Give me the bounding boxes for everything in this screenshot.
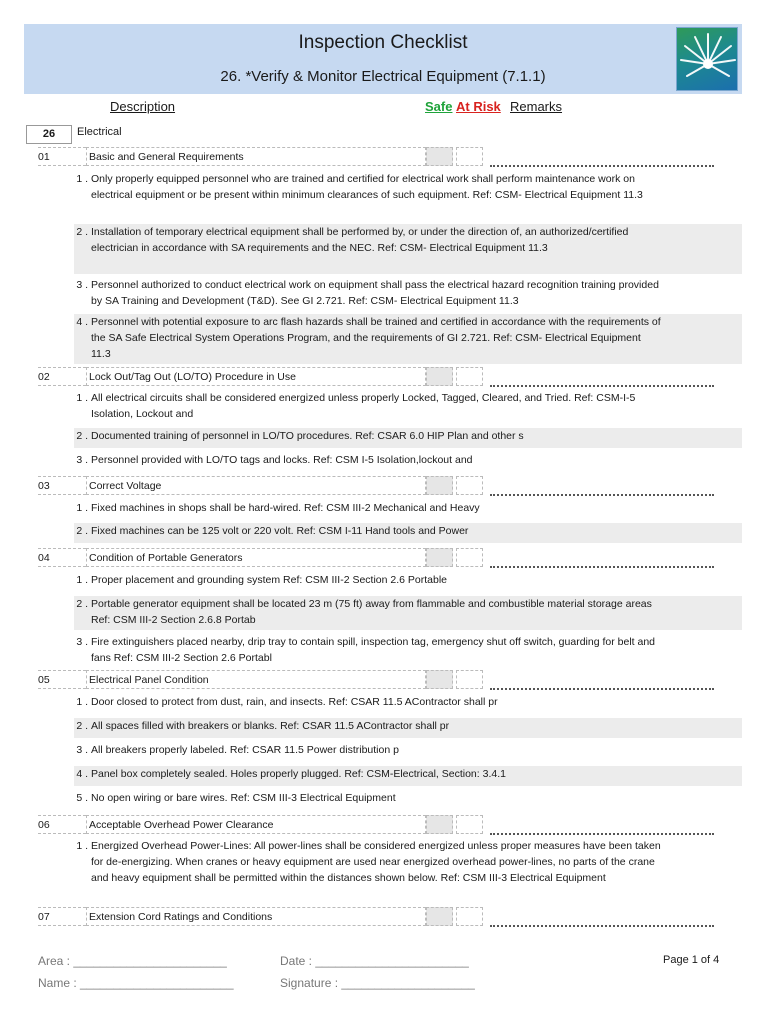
checklist-item	[74, 428, 742, 448]
column-safe: Safe	[425, 99, 453, 114]
area-field[interactable]: Area : _______________________	[38, 954, 227, 968]
item-number: 1 .	[76, 502, 88, 514]
checklist-item	[74, 452, 742, 472]
at-risk-checkbox[interactable]	[456, 147, 483, 166]
remarks-field[interactable]	[490, 385, 714, 387]
section-number: 07	[38, 907, 86, 926]
section-number: 04	[38, 548, 86, 567]
section-number: 06	[38, 815, 86, 834]
page-number: Page 1 of 4	[663, 954, 720, 966]
checklist-item	[74, 634, 742, 668]
remarks-field[interactable]	[490, 688, 714, 690]
checklist-item	[74, 790, 742, 810]
at-risk-checkbox[interactable]	[456, 815, 483, 834]
section-title: Condition of Portable Generators	[86, 548, 426, 567]
item-text: Fixed machines can be 125 volt or 220 volt. Ref: CSM I-11 Hand tools and Power	[91, 525, 469, 537]
item-text: All spaces filled with breakers or blanks. Ref: CSAR 11.5 AContractor shall pr	[91, 720, 450, 732]
safe-checkbox[interactable]	[426, 548, 453, 567]
at-risk-checkbox[interactable]	[456, 367, 483, 386]
item-number: 2 .	[76, 226, 88, 238]
checklist-item	[74, 766, 742, 786]
at-risk-checkbox[interactable]	[456, 670, 483, 689]
item-text: Personnel authorized to conduct electrical work on equipment shall pass the electrical hazard recognition training provided by SA Training and Development (T&D). See GI 2.721. Ref: CSM- Electrical Equipment 11.3	[91, 279, 659, 307]
checklist-item	[74, 596, 742, 630]
item-number: 1 .	[76, 392, 88, 404]
item-number: 3 .	[76, 636, 88, 648]
item-text: Proper placement and grounding system Ref: CSM III-2 Section 2.6 Portable	[91, 574, 448, 586]
section-number: 01	[38, 147, 86, 166]
section-title: Correct Voltage	[86, 476, 426, 495]
item-number: 1 .	[76, 574, 88, 586]
safe-checkbox[interactable]	[426, 147, 453, 166]
section-number: 05	[38, 670, 86, 689]
date-field[interactable]: Date : _______________________	[280, 954, 469, 968]
column-remarks: Remarks	[510, 99, 563, 114]
safe-checkbox[interactable]	[426, 815, 453, 834]
item-text: Fixed machines in shops shall be hard-wired. Ref: CSM III-2 Mechanical and Heavy	[91, 502, 480, 514]
item-number: 3 .	[76, 744, 88, 756]
page-subtitle: 26. *Verify & Monitor Electrical Equipment (7.1.1)	[220, 68, 546, 85]
checklist-item	[74, 224, 742, 274]
at-risk-checkbox[interactable]	[456, 907, 483, 926]
item-text: Panel box completely sealed. Holes properly plugged. Ref: CSM-Electrical, Section: 3.4.1	[91, 768, 506, 780]
item-number: 4 .	[76, 316, 88, 328]
item-text: Documented training of personnel in LO/TO procedures. Ref: CSAR 6.0 HIP Plan and other s	[91, 430, 524, 442]
safe-checkbox[interactable]	[426, 367, 453, 386]
company-logo-icon	[676, 27, 738, 91]
checklist-item	[74, 742, 742, 762]
remarks-field[interactable]	[490, 165, 714, 167]
item-number: 1 .	[76, 696, 88, 708]
remarks-field[interactable]	[490, 566, 714, 568]
item-number: 2 .	[76, 598, 88, 610]
item-number: 2 .	[76, 430, 88, 442]
section-title: Acceptable Overhead Power Clearance	[86, 815, 426, 834]
name-field[interactable]: Name : _______________________	[38, 976, 234, 990]
item-text: Personnel provided with LO/TO tags and locks. Ref: CSM I-5 Isolation,lockout and	[91, 454, 473, 466]
item-text: All electrical circuits shall be considered energized unless properly Locked, Tagged, Cleared, and Tried. Ref: CSM-I-5 Isolation, Lockout and	[91, 392, 636, 420]
item-text: Fire extinguishers placed nearby, drip tray to contain spill, inspection tag, emergency shut off switch, guarding for belt and fans Ref: CSM III-2 Section 2.6 Portabl	[91, 636, 656, 664]
section-number: 03	[38, 476, 86, 495]
remarks-field[interactable]	[490, 925, 714, 927]
item-text: No open wiring or bare wires. Ref: CSM III-3 Electrical Equipment	[91, 792, 396, 804]
item-text: Door closed to protect from dust, rain, and insects. Ref: CSAR 11.5 AContractor shall pr	[91, 696, 498, 708]
column-at-risk: At Risk	[456, 99, 501, 114]
category-number: 26	[26, 125, 72, 144]
checklist-item	[74, 838, 742, 904]
item-number: 1 .	[76, 840, 88, 852]
safe-checkbox[interactable]	[426, 670, 453, 689]
item-text: Energized Overhead Power-Lines: All power-lines shall be considered energized unless proper measures have been taken for de-energizing. When cranes or heavy equipment are used near energized overhead power-lines, no parts of the crane and heavy equipment shall be permitted within the distances shown below. Ref: CSM III-3 Electrical Equipment	[91, 840, 661, 884]
signature-field[interactable]: Signature : ____________________	[280, 976, 475, 990]
at-risk-checkbox[interactable]	[456, 476, 483, 495]
remarks-field[interactable]	[490, 494, 714, 496]
section-title: Electrical Panel Condition	[86, 670, 426, 689]
safe-checkbox[interactable]	[426, 907, 453, 926]
checklist-item	[74, 390, 742, 424]
checklist-item	[74, 694, 742, 714]
checklist-item	[74, 171, 742, 221]
checklist-item	[74, 718, 742, 738]
item-number: 1 .	[76, 173, 88, 185]
item-number: 2 .	[76, 720, 88, 732]
section-title: Lock Out/Tag Out (LO/TO) Procedure in Use	[86, 367, 426, 386]
item-text: Portable generator equipment shall be located 23 m (75 ft) away from flammable and combustible material storage areas Ref: CSM III-2 Section 2.6.8 Portab	[91, 598, 652, 626]
item-number: 2 .	[76, 525, 88, 537]
item-number: 5 .	[76, 792, 88, 804]
item-number: 4 .	[76, 768, 88, 780]
category-label: Electrical	[77, 126, 122, 138]
item-number: 3 .	[76, 279, 88, 291]
checklist-item	[74, 314, 742, 364]
item-text: Only properly equipped personnel who are trained and certified for electrical work shall perform maintenance work on electrical equipment or be present within minimum clearances of such equipment. Ref: CSM- Electrical Equipment 11.3	[91, 173, 643, 201]
remarks-field[interactable]	[490, 833, 714, 835]
header-banner	[24, 24, 742, 94]
section-title: Extension Cord Ratings and Conditions	[86, 907, 426, 926]
checklist-item	[74, 500, 742, 520]
item-text: All breakers properly labeled. Ref: CSAR 11.5 Power distribution p	[91, 744, 399, 756]
section-number: 02	[38, 367, 86, 386]
checklist-item	[74, 277, 742, 311]
column-description: Description	[110, 99, 176, 114]
item-number: 3 .	[76, 454, 88, 466]
page-title: Inspection Checklist	[298, 32, 468, 53]
item-text: Installation of temporary electrical equipment shall be performed by, or under the direction of, an authorized/certified electrician in accordance with SA requirements and the NEC. Ref: CSM- Electrical Equipment 11.3	[91, 226, 629, 254]
checklist-item	[74, 572, 742, 592]
at-risk-checkbox[interactable]	[456, 548, 483, 567]
checklist-item	[74, 523, 742, 543]
item-text: Personnel with potential exposure to arc flash hazards shall be trained and certified in accordance with the requirements of the SA Safe Electrical System Operations Program, and the requirements of GI 2.721. Ref: CSM- Electrical Equipment 11.3	[91, 316, 661, 360]
section-title: Basic and General Requirements	[86, 147, 426, 166]
safe-checkbox[interactable]	[426, 476, 453, 495]
